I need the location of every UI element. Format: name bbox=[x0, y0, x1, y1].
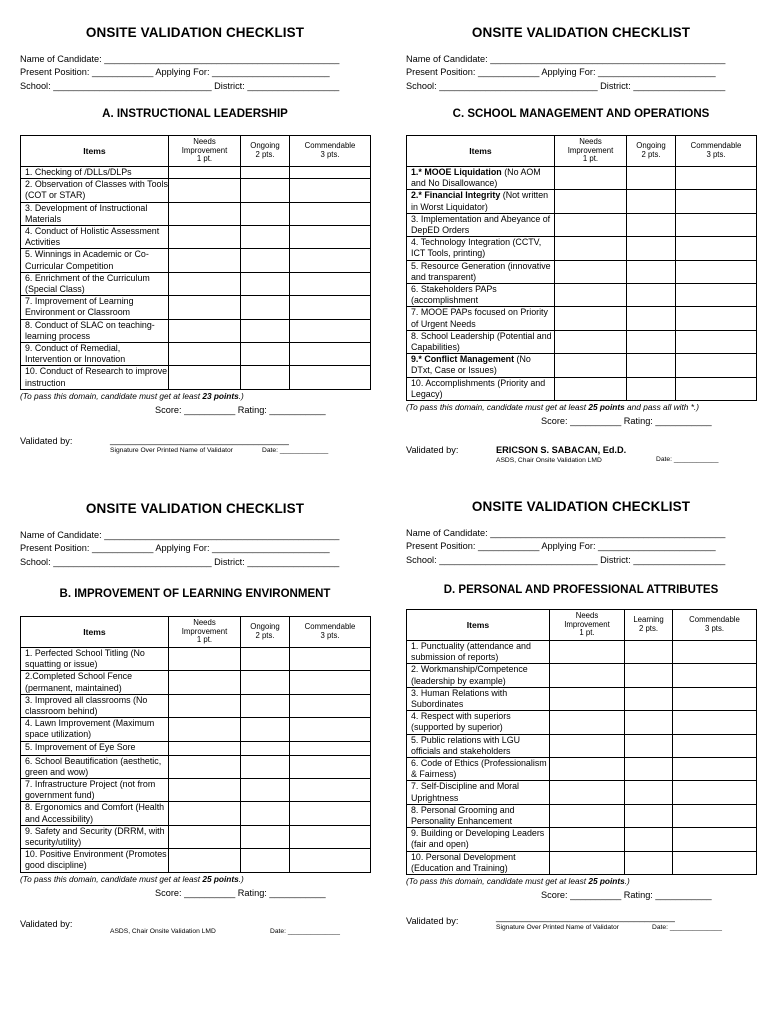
rating-cell[interactable] bbox=[550, 734, 625, 757]
item-label: 9. Safety and Security (DRRM, with security/utility) bbox=[21, 825, 169, 848]
rating-cell[interactable] bbox=[555, 166, 627, 189]
table-row bbox=[21, 296, 371, 319]
rating-cell[interactable] bbox=[676, 283, 757, 306]
rating-cell[interactable] bbox=[241, 272, 290, 295]
candidate-info bbox=[20, 529, 370, 569]
learning-header: Learning 2 pts. bbox=[625, 609, 673, 640]
rating-cell[interactable] bbox=[625, 804, 673, 827]
validated-by-block bbox=[20, 436, 370, 460]
table-row bbox=[407, 687, 757, 710]
table-row bbox=[407, 734, 757, 757]
candidate-name-field[interactable]: Name of Candidate: ______________________________________________ bbox=[20, 54, 340, 64]
items-header: Items bbox=[407, 609, 550, 640]
table-row bbox=[407, 711, 757, 734]
item-label: 9.* Conflict Management (No DTxt, Case or Issues) bbox=[407, 354, 555, 377]
rating-cell[interactable] bbox=[555, 354, 627, 377]
rating-cell[interactable] bbox=[627, 354, 676, 377]
item-label: 1. Punctuality (attendance and submission of reports) bbox=[407, 640, 550, 663]
score-rating-line[interactable]: Score: __________ Rating: ___________ bbox=[541, 889, 712, 900]
signature-caption: Signature Over Printed Name of Validator bbox=[496, 923, 619, 931]
table-row bbox=[21, 741, 371, 755]
table-row bbox=[21, 755, 371, 778]
rating-cell[interactable] bbox=[290, 249, 371, 272]
rating-cell[interactable] bbox=[169, 718, 241, 741]
rating-cell[interactable] bbox=[169, 272, 241, 295]
rating-cell[interactable] bbox=[673, 664, 757, 687]
item-label: 2. Workmanship/Competence (leadership by example) bbox=[407, 664, 550, 687]
rating-cell[interactable] bbox=[550, 664, 625, 687]
rating-cell[interactable] bbox=[555, 307, 627, 330]
document-title: ONSITE VALIDATION CHECKLIST bbox=[471, 499, 691, 514]
rating-cell[interactable] bbox=[169, 694, 241, 717]
item-label: 10. Conduct of Research to improve instruction bbox=[21, 366, 169, 389]
table-row bbox=[21, 671, 371, 694]
rating-cell[interactable] bbox=[169, 755, 241, 778]
table-row bbox=[407, 377, 757, 400]
rating-cell[interactable] bbox=[290, 802, 371, 825]
item-label: 5. Improvement of Eye Sore bbox=[21, 741, 169, 755]
table-row bbox=[21, 272, 371, 295]
item-label: 10. Accomplishments (Priority and Legacy) bbox=[407, 377, 555, 400]
score-rating-line[interactable]: Score: __________ Rating: ___________ bbox=[155, 404, 326, 415]
rating-cell[interactable] bbox=[169, 671, 241, 694]
checklist-table bbox=[406, 135, 757, 401]
rating-cell[interactable] bbox=[169, 741, 241, 755]
rating-cell[interactable] bbox=[673, 828, 757, 851]
rating-cell[interactable] bbox=[625, 781, 673, 804]
rating-cell[interactable] bbox=[673, 711, 757, 734]
rating-cell[interactable] bbox=[241, 671, 290, 694]
item-label: 3. Implementation and Abeyance of DepED Orders bbox=[407, 213, 555, 236]
section-title: C. SCHOOL MANAGEMENT AND OPERATIONS bbox=[452, 107, 710, 120]
item-label: 5. Winnings in Academic or Co-Curricular Competition bbox=[21, 249, 169, 272]
section-title: D. PERSONAL AND PROFESSIONAL ATTRIBUTES bbox=[443, 583, 719, 596]
table-row bbox=[407, 804, 757, 827]
school-district-field[interactable]: School: _______________________________ District: __________________ bbox=[406, 80, 726, 91]
position-field[interactable]: Present Position: ____________ Applying For: _______________________ bbox=[20, 67, 330, 78]
table-row bbox=[21, 718, 371, 741]
rating-cell[interactable] bbox=[625, 687, 673, 710]
table-row bbox=[21, 249, 371, 272]
item-label: 10. Personal Development (Education and Training) bbox=[407, 851, 550, 874]
item-label: 3. Improved all classrooms (No classroom behind) bbox=[21, 694, 169, 717]
rating-cell[interactable] bbox=[555, 283, 627, 306]
item-label: 7. Infrastructure Project (not from government fund) bbox=[21, 778, 169, 801]
item-label: 1. Checking of /DLLs/DLPs bbox=[21, 166, 169, 178]
signature-line[interactable]: ___________________________________ bbox=[110, 434, 289, 445]
rating-cell[interactable] bbox=[627, 260, 676, 283]
rating-cell[interactable] bbox=[241, 179, 290, 202]
rating-cell[interactable] bbox=[241, 802, 290, 825]
rating-cell[interactable] bbox=[676, 354, 757, 377]
commendable-header: Commendable 3 pts. bbox=[676, 135, 757, 166]
rating-cell[interactable] bbox=[550, 781, 625, 804]
document-title: ONSITE VALIDATION CHECKLIST bbox=[85, 25, 305, 40]
item-label: 8. Personal Grooming and Personality Enhancement bbox=[407, 804, 550, 827]
rating-cell[interactable] bbox=[555, 237, 627, 260]
item-label: 7. Improvement of Learning Environment or Classroom bbox=[21, 296, 169, 319]
rating-cell[interactable] bbox=[676, 260, 757, 283]
rating-cell[interactable] bbox=[169, 647, 241, 670]
section-title: A. INSTRUCTIONAL LEADERSHIP bbox=[102, 107, 288, 120]
rating-cell[interactable] bbox=[625, 734, 673, 757]
rating-cell[interactable] bbox=[555, 260, 627, 283]
rating-cell[interactable] bbox=[673, 687, 757, 710]
validator-title: ASDS, Chair Onsite Validation LMD bbox=[496, 456, 602, 464]
checklist-panel-a bbox=[20, 24, 370, 460]
candidate-info bbox=[406, 527, 756, 567]
rating-cell[interactable] bbox=[241, 778, 290, 801]
rating-cell[interactable] bbox=[625, 757, 673, 780]
table-row bbox=[21, 202, 371, 225]
validated-by-label: Validated by: bbox=[20, 918, 73, 929]
section-title: B. IMPROVEMENT OF LEARNING ENVIRONMENT bbox=[59, 587, 331, 600]
school-district-field[interactable]: School: _______________________________ District: __________________ bbox=[406, 554, 726, 565]
table-row bbox=[21, 342, 371, 365]
document-title: ONSITE VALIDATION CHECKLIST bbox=[471, 25, 691, 40]
rating-cell[interactable] bbox=[550, 851, 625, 874]
ongoing-header: Ongoing 2 pts. bbox=[241, 135, 290, 166]
rating-cell[interactable] bbox=[290, 741, 371, 755]
rating-cell[interactable] bbox=[625, 640, 673, 663]
table-row bbox=[21, 849, 371, 872]
rating-cell[interactable] bbox=[550, 711, 625, 734]
checklist-panel-c bbox=[406, 24, 756, 469]
table-row bbox=[21, 647, 371, 670]
table-row bbox=[21, 179, 371, 202]
rating-cell[interactable] bbox=[241, 741, 290, 755]
item-label: 8. Conduct of SLAC on teaching-learning process bbox=[21, 319, 169, 342]
rating-cell[interactable] bbox=[290, 778, 371, 801]
item-label: 3. Human Relations with Subordinates bbox=[407, 687, 550, 710]
table-row bbox=[407, 330, 757, 353]
table-row bbox=[407, 283, 757, 306]
items-header: Items bbox=[407, 135, 555, 166]
table-row bbox=[21, 225, 371, 248]
item-label: 4. Conduct of Holistic Assessment Activities bbox=[21, 225, 169, 248]
needs-improvement-header: Needs Improvement 1 pt. bbox=[169, 135, 241, 166]
rating-cell[interactable] bbox=[290, 166, 371, 178]
rating-cell[interactable] bbox=[627, 377, 676, 400]
item-label: 7. MOOE PAPs focused on Priority of Urgent Needs bbox=[407, 307, 555, 330]
rating-cell[interactable] bbox=[627, 283, 676, 306]
table-row bbox=[21, 802, 371, 825]
passing-note: (To pass this domain, candidate must get at least 25 points.) bbox=[406, 875, 630, 886]
item-label: 8. School Leadership (Potential and Capabilities) bbox=[407, 330, 555, 353]
validator-title: ASDS, Chair Onsite Validation LMD bbox=[110, 927, 216, 935]
table-row bbox=[407, 237, 757, 260]
candidate-name-field[interactable]: Name of Candidate: ______________________________________________ bbox=[406, 54, 726, 64]
rating-cell[interactable] bbox=[290, 179, 371, 202]
rating-cell[interactable] bbox=[290, 202, 371, 225]
rating-cell[interactable] bbox=[673, 781, 757, 804]
rating-cell[interactable] bbox=[169, 319, 241, 342]
item-label: 1. Perfected School Titling (No squatting or issue) bbox=[21, 647, 169, 670]
position-field[interactable]: Present Position: ____________ Applying For: _______________________ bbox=[20, 543, 330, 554]
rating-cell[interactable] bbox=[676, 330, 757, 353]
rating-cell[interactable] bbox=[169, 249, 241, 272]
validated-by-block bbox=[406, 445, 756, 469]
rating-cell[interactable] bbox=[673, 734, 757, 757]
validated-by-block bbox=[20, 919, 370, 943]
needs-improvement-header: Needs Improvement 1 pt. bbox=[550, 609, 625, 640]
item-label: 5. Public relations with LGU officials and stakeholders bbox=[407, 734, 550, 757]
item-label: 2.* Financial Integrity (Not written in Worst Liquidator) bbox=[407, 190, 555, 213]
table-row bbox=[21, 778, 371, 801]
rating-cell[interactable] bbox=[290, 366, 371, 389]
date-field[interactable]: Date: ______________ bbox=[270, 927, 340, 935]
validated-by-block bbox=[406, 911, 756, 940]
rating-cell[interactable] bbox=[555, 213, 627, 236]
rating-cell[interactable] bbox=[290, 296, 371, 319]
item-label: 4. Technology Integration (CCTV, ICT Tools, printing) bbox=[407, 237, 555, 260]
item-label: 4. Lawn Improvement (Maximum space utilization) bbox=[21, 718, 169, 741]
rating-cell[interactable] bbox=[676, 166, 757, 189]
needs-improvement-header: Needs Improvement 1 pt. bbox=[169, 616, 241, 647]
rating-cell[interactable] bbox=[676, 377, 757, 400]
rating-cell[interactable] bbox=[555, 330, 627, 353]
rating-cell[interactable] bbox=[673, 757, 757, 780]
rating-cell[interactable] bbox=[169, 849, 241, 872]
rating-cell[interactable] bbox=[169, 778, 241, 801]
rating-cell[interactable] bbox=[241, 202, 290, 225]
rating-cell[interactable] bbox=[241, 825, 290, 848]
school-district-field[interactable]: School: _______________________________ District: __________________ bbox=[20, 80, 340, 91]
rating-cell[interactable] bbox=[627, 190, 676, 213]
rating-cell[interactable] bbox=[290, 647, 371, 670]
rating-cell[interactable] bbox=[676, 190, 757, 213]
item-label: 6. Stakeholders PAPs (accomplishment bbox=[407, 283, 555, 306]
needs-improvement-header: Needs Improvement 1 pt. bbox=[555, 135, 627, 166]
rating-cell[interactable] bbox=[627, 307, 676, 330]
item-label: 9. Conduct of Remedial, Intervention or Innovation bbox=[21, 342, 169, 365]
table-row bbox=[21, 825, 371, 848]
rating-cell[interactable] bbox=[555, 377, 627, 400]
rating-cell[interactable] bbox=[555, 190, 627, 213]
rating-cell[interactable] bbox=[241, 296, 290, 319]
rating-cell[interactable] bbox=[241, 319, 290, 342]
rating-cell[interactable] bbox=[241, 647, 290, 670]
table-row bbox=[407, 757, 757, 780]
rating-cell[interactable] bbox=[627, 213, 676, 236]
table-row bbox=[407, 260, 757, 283]
ongoing-header: Ongoing 2 pts. bbox=[241, 616, 290, 647]
rating-cell[interactable] bbox=[169, 825, 241, 848]
checklist-panel-d bbox=[406, 498, 756, 940]
table-row bbox=[407, 354, 757, 377]
table-row bbox=[407, 640, 757, 663]
rating-cell[interactable] bbox=[673, 640, 757, 663]
rating-cell[interactable] bbox=[241, 249, 290, 272]
rating-cell[interactable] bbox=[169, 166, 241, 178]
position-field[interactable]: Present Position: ____________ Applying For: _______________________ bbox=[406, 541, 716, 552]
checklist-table bbox=[406, 609, 757, 875]
rating-cell[interactable] bbox=[169, 366, 241, 389]
rating-cell[interactable] bbox=[625, 851, 673, 874]
rating-cell[interactable] bbox=[241, 694, 290, 717]
rating-cell[interactable] bbox=[550, 687, 625, 710]
table-row bbox=[21, 694, 371, 717]
rating-cell[interactable] bbox=[550, 757, 625, 780]
commendable-header: Commendable 3 pts. bbox=[673, 609, 757, 640]
rating-cell[interactable] bbox=[290, 849, 371, 872]
date-field[interactable]: Date: ______________ bbox=[652, 923, 722, 931]
commendable-header: Commendable 3 pts. bbox=[290, 135, 371, 166]
position-field[interactable]: Present Position: ____________ Applying For: _______________________ bbox=[406, 67, 716, 78]
rating-cell[interactable] bbox=[241, 366, 290, 389]
document-title: ONSITE VALIDATION CHECKLIST bbox=[85, 501, 305, 516]
rating-cell[interactable] bbox=[290, 319, 371, 342]
items-header: Items bbox=[21, 616, 169, 647]
rating-cell[interactable] bbox=[169, 202, 241, 225]
rating-cell[interactable] bbox=[673, 851, 757, 874]
item-label: 6. School Beautification (aesthetic, green and wow) bbox=[21, 755, 169, 778]
rating-cell[interactable] bbox=[550, 828, 625, 851]
score-rating-line[interactable]: Score: __________ Rating: ___________ bbox=[541, 415, 712, 426]
passing-note: (To pass this domain, candidate must get at least 25 points.) bbox=[20, 873, 244, 884]
item-label: 8. Ergonomics and Comfort (Health and Accessibility) bbox=[21, 802, 169, 825]
rating-cell[interactable] bbox=[290, 272, 371, 295]
rating-cell[interactable] bbox=[169, 342, 241, 365]
rating-cell[interactable] bbox=[550, 804, 625, 827]
table-row bbox=[21, 166, 371, 178]
candidate-info bbox=[406, 53, 756, 93]
table-row bbox=[407, 166, 757, 189]
item-label: 1.* MOOE Liquidation (No AOM and No Disallowance) bbox=[407, 166, 555, 189]
passing-note: (To pass this domain, candidate must get at least 25 points and pass all with *.) bbox=[406, 401, 699, 412]
rating-cell[interactable] bbox=[290, 755, 371, 778]
rating-cell[interactable] bbox=[169, 802, 241, 825]
rating-cell[interactable] bbox=[627, 330, 676, 353]
item-label: 3. Development of Instructional Materials bbox=[21, 202, 169, 225]
passing-note: (To pass this domain, candidate must get at least 23 points.) bbox=[20, 390, 244, 401]
rating-cell[interactable] bbox=[550, 640, 625, 663]
date-field[interactable]: Date: _____________ bbox=[262, 446, 329, 454]
rating-cell[interactable] bbox=[241, 166, 290, 178]
validated-by-label: Validated by: bbox=[406, 915, 459, 926]
table-row bbox=[407, 190, 757, 213]
school-district-field[interactable]: School: _______________________________ District: __________________ bbox=[20, 556, 340, 567]
item-label: 9. Building or Developing Leaders (fair and open) bbox=[407, 828, 550, 851]
validator-name: ERICSON S. SABACAN, Ed.D. bbox=[496, 444, 627, 455]
score-rating-line[interactable]: Score: __________ Rating: ___________ bbox=[155, 887, 326, 898]
rating-cell[interactable] bbox=[676, 213, 757, 236]
item-label: 2.Completed School Fence (permanent, maintained) bbox=[21, 671, 169, 694]
rating-cell[interactable] bbox=[627, 166, 676, 189]
rating-cell[interactable] bbox=[169, 225, 241, 248]
table-row bbox=[407, 851, 757, 874]
table-row bbox=[407, 664, 757, 687]
rating-cell[interactable] bbox=[673, 804, 757, 827]
item-label: 4. Respect with superiors (supported by superior) bbox=[407, 711, 550, 734]
rating-cell[interactable] bbox=[241, 849, 290, 872]
rating-cell[interactable] bbox=[625, 828, 673, 851]
candidate-info bbox=[20, 53, 370, 93]
date-field[interactable]: Date: ____________ bbox=[656, 455, 719, 463]
table-row bbox=[407, 307, 757, 330]
rating-cell[interactable] bbox=[241, 342, 290, 365]
item-label: 10. Positive Environment (Promotes good discipline) bbox=[21, 849, 169, 872]
rating-cell[interactable] bbox=[627, 237, 676, 260]
validated-by-label: Validated by: bbox=[20, 435, 73, 446]
rating-cell[interactable] bbox=[290, 825, 371, 848]
rating-cell[interactable] bbox=[241, 718, 290, 741]
table-row bbox=[21, 319, 371, 342]
rating-cell[interactable] bbox=[676, 237, 757, 260]
table-row bbox=[407, 828, 757, 851]
candidate-name-field[interactable]: Name of Candidate: ______________________________________________ bbox=[20, 530, 340, 540]
rating-cell[interactable] bbox=[241, 225, 290, 248]
item-label: 6. Enrichment of the Curriculum (Special Class) bbox=[21, 272, 169, 295]
item-label: 6. Code of Ethics (Professionalism & Fairness) bbox=[407, 757, 550, 780]
item-label: 2. Observation of Classes with Tools (COT or STAR) bbox=[21, 179, 169, 202]
signature-line[interactable]: ___________________________________ bbox=[496, 911, 675, 922]
rating-cell[interactable] bbox=[241, 755, 290, 778]
candidate-name-field[interactable]: Name of Candidate: ______________________________________________ bbox=[406, 528, 726, 538]
checklist-panel-b bbox=[20, 500, 370, 943]
rating-cell[interactable] bbox=[290, 342, 371, 365]
rating-cell[interactable] bbox=[676, 307, 757, 330]
rating-cell[interactable] bbox=[290, 694, 371, 717]
ongoing-header: Ongoing 2 pts. bbox=[627, 135, 676, 166]
rating-cell[interactable] bbox=[169, 179, 241, 202]
rating-cell[interactable] bbox=[625, 711, 673, 734]
checklist-table bbox=[20, 135, 371, 390]
table-row bbox=[407, 781, 757, 804]
rating-cell[interactable] bbox=[169, 296, 241, 319]
checklist-table bbox=[20, 616, 371, 873]
rating-cell[interactable] bbox=[290, 671, 371, 694]
rating-cell[interactable] bbox=[625, 664, 673, 687]
table-row bbox=[407, 213, 757, 236]
table-row bbox=[21, 366, 371, 389]
items-header: Items bbox=[21, 135, 169, 166]
item-label: 5. Resource Generation (innovative and transparent) bbox=[407, 260, 555, 283]
rating-cell[interactable] bbox=[290, 225, 371, 248]
signature-caption: Signature Over Printed Name of Validator bbox=[110, 446, 233, 454]
validated-by-label: Validated by: bbox=[406, 444, 459, 455]
commendable-header: Commendable 3 pts. bbox=[290, 616, 371, 647]
item-label: 7. Self-Discipline and Moral Uprightness bbox=[407, 781, 550, 804]
rating-cell[interactable] bbox=[290, 718, 371, 741]
